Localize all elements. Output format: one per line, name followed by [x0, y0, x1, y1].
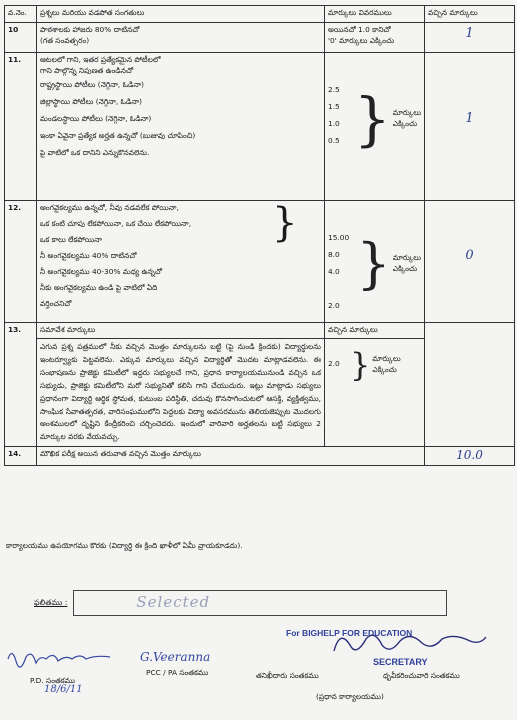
table-row [5, 447, 515, 465]
mark-value: 0.5 [328, 136, 340, 145]
mark-value: 8.0 [328, 250, 340, 259]
table-header [5, 6, 515, 23]
marks-note [393, 108, 421, 129]
criteria-line: రాష్ట్రస్థాయి పోటీలు (నెగ్గినా, ఓడినా) [40, 80, 145, 90]
criteria-line: నీ అంగవైకల్యము 40-30% మధ్య ఉన్నచో [40, 267, 162, 276]
brace-icon: } [272, 200, 298, 246]
details-line: '0' మార్కులు ఎక్కించు [328, 35, 395, 45]
row-awarded [425, 447, 515, 465]
result-label: ఫలితము : [34, 597, 68, 607]
mark-value: 1.5 [328, 102, 340, 111]
brace-icon: } [353, 85, 391, 153]
brace-icon: } [356, 232, 391, 295]
criteria-line: పై వాటిలో ఒక దానిని ఎన్నుకొనవలెను. [40, 148, 150, 158]
row-criteria [37, 53, 325, 201]
row-number: 12. [5, 201, 37, 323]
col-details-header: మార్కులు వివరములు [325, 6, 425, 23]
marks-list [328, 85, 354, 153]
marks-group [325, 345, 424, 384]
criteria-line: నీ అంగవైకల్యము 40% దాటినచో [40, 251, 137, 260]
org-stamp: For BIGHELP FOR EDUCATION [286, 628, 413, 638]
marks-group [328, 233, 421, 318]
table-row [5, 323, 515, 447]
criteria-line: ఒక కంటి చూపు లేకపోయినా, ఒక చేయి లేకపోయినా, [40, 219, 192, 228]
row-details [325, 201, 425, 323]
row-details [325, 23, 425, 53]
criteria-line: (గత సంవత్సరం) [40, 35, 90, 45]
result-box [73, 590, 447, 616]
row-criteria [37, 23, 325, 53]
criteria-line: అంగవైకల్యము ఉన్నచో, నీవు నడవలేక పోయినా, [40, 203, 179, 212]
section-title: సమావేశ మార్కులు [37, 323, 324, 339]
interview-paragraph: ఎగువ ప్రశ్న పత్రములో నీకు వచ్చిన మొత్తం మార్కులను బట్టి (పై నుండి క్రిందకు) విద్యార్థులను ఇంటర్వ్యూకు పెట్టవలెను. ఎక్కువ మార్కులు వచ్చిన విద్యార్థితో మొదట మాట్లాడవలెను. ఈ సంభాషణను ప్రాజెక్టు కమిటీలో ఇద్దరు సభ్యులచే గాని, ప్రధాన కార్యాలయమునుండి వచ్చిన ఒక సభ్యుడు, ప్రాజెక్టు కమిటీలోని మరో సభ్యునితో కలిసి గాని చేయుదురు. ఇట్లు మాట్లాడు సభ్యులు ప్రధానంగా విద్యార్థి ఆర్థిక స్థోమత, కుటుంబ పరిస్థితి, చదువు కొనసాగించుటలో ఆసక్తి, వ్యక్తిత్వము, సాంఘిక సేవాతత్పరత, వారిసంఘములోని పెద్దలకు విద్యా అవసరమును తెలియజెప్పుట మొదలగు అంశములలో దృష్టిని కేంద్రీకరించి చర్చించెదరు. ఇందులో వారివారి అర్హతలను బట్టి సభ్యులు 2 మార్కుల వరకు వేయవచ్చు. [40, 341, 321, 442]
details-line: అయినచో 1.0 కానిచో [328, 25, 391, 34]
row-number: 13. [5, 323, 37, 447]
marks-note [393, 253, 421, 274]
result-value: Selected [136, 593, 211, 611]
verifier-signature-label: ధృవీకరించువారి సంతకము [383, 671, 460, 680]
note-line: మార్కులు [392, 108, 421, 118]
note-line: మార్కులు [372, 354, 401, 363]
mark-value: 4.0 [328, 267, 340, 276]
note-line: ఎక్కించు [372, 364, 397, 374]
pd-date: 18/6/11 [44, 684, 83, 695]
pd-signature-label: P.D. సంతకము [30, 676, 75, 685]
row-criteria: మౌఖిక పరీక్ష అయిన తరువాత వచ్చిన మొత్తం మార్కులు [37, 447, 425, 465]
secretary-stamp: SECRETARY [373, 657, 428, 667]
col-awarded-header: వచ్చిన మార్కులు [425, 6, 515, 23]
mark-value: 2.0 [328, 301, 340, 310]
mark-value: 1.0 [328, 119, 340, 128]
marks-table [4, 5, 515, 466]
row-number: 14. [5, 447, 37, 465]
table-row [5, 201, 515, 323]
col-no-header: వ.నెం. [5, 6, 37, 23]
note-line: మార్కులు [392, 253, 421, 262]
row-awarded [425, 201, 515, 323]
office-use-note: కార్యాలయము ఉపయోగము కొరకు (విద్యార్థి ఈ క్రింది ఖాళీలో ఏమీ వ్రాయకూడదు). [6, 541, 243, 550]
marks-list [328, 233, 356, 318]
criteria-line: మండలస్థాయి పోటీలు (నెగ్గినా, ఓడినా) [40, 114, 152, 124]
marks-group [328, 85, 421, 153]
marks-note [372, 354, 400, 375]
mark-value: 2.0 [328, 359, 340, 369]
pcc-signature-label: PCC / PA సంతకము [146, 668, 209, 677]
awarded-marks: 1 [465, 111, 474, 126]
criteria-line: ఒక కాలు లేకపోయినా [40, 235, 102, 244]
row-details [325, 323, 425, 447]
row-criteria [37, 323, 325, 447]
note-line: ఎక్కించు [392, 263, 418, 273]
mark-value: 2.5 [328, 85, 340, 94]
awarded-marks: 10.0 [456, 448, 483, 463]
pcc-signature: G.Veeranna [140, 650, 211, 664]
result-section [34, 590, 447, 616]
row-number: 11. [5, 53, 37, 201]
office-label: (ప్రధాన కార్యాలయము) [316, 692, 384, 701]
awarded-marks: 0 [465, 248, 474, 263]
row-details [325, 53, 425, 201]
criteria-line: పాఠశాలకు హాజరు 80% దాటినచో [40, 25, 140, 34]
criteria-line: వర్తించనిచో [40, 299, 72, 308]
table-row [5, 23, 515, 53]
table-row [5, 53, 515, 201]
mark-value: 15.00 [328, 233, 350, 242]
criteria-line: ఆటలలో గాని, ఇతర ప్రత్యేకమైన పోటీలలో [40, 55, 161, 64]
brace-icon: } [350, 345, 371, 384]
row-awarded [425, 23, 515, 53]
details-subhead: వచ్చిన మార్కులు [325, 323, 424, 339]
criteria-line: ఇంకా ఏవైనా ప్రత్యేక అర్హత ఉన్నచో (బుజువు చూపించి) [40, 131, 196, 141]
pd-signature [6, 645, 116, 675]
row-awarded [425, 323, 515, 447]
checker-signature-label: తనిఖీదారు సంతకము [256, 671, 319, 680]
row-criteria [37, 201, 325, 323]
col-criteria-header: ప్రశ్నలు మరియు వడపోత సంగతులు [37, 6, 325, 23]
note-line: ఎక్కించు [392, 119, 418, 128]
criteria-line: నీకు అంగవైకల్యము ఉండి పై వాటిలో ఏది [40, 283, 158, 292]
criteria-line: గాని పాల్గొన్న నిపుణత ఉండినచో [40, 65, 134, 75]
row-awarded [425, 53, 515, 201]
row-number: 10 [5, 23, 37, 53]
awarded-marks: 1 [465, 26, 474, 41]
criteria-line: జిల్లాస్థాయి పోటీలు (నెగ్గినా, ఓడినా) [40, 97, 142, 107]
